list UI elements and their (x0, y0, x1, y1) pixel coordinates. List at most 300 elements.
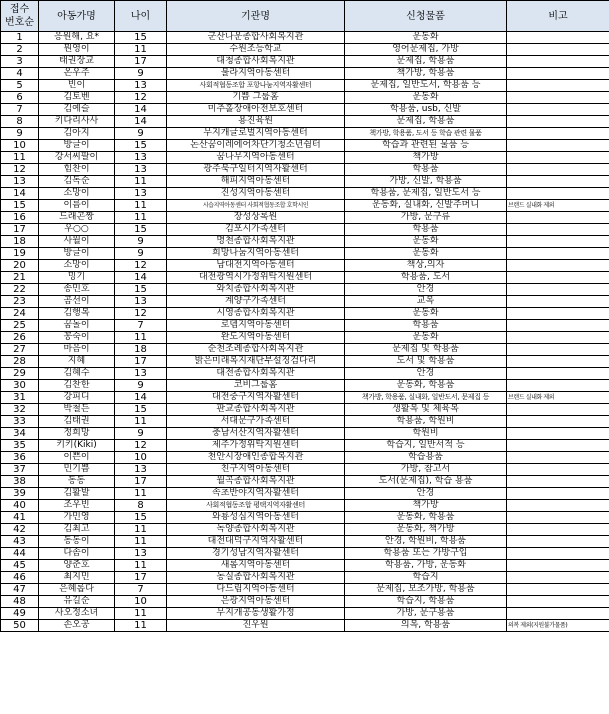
row-number-cell: 28 (1, 356, 39, 368)
age-cell: 9 (115, 68, 167, 80)
child-name-cell: 꽁숙이 (39, 332, 115, 344)
row-number-cell: 18 (1, 236, 39, 248)
table-row (1, 68, 609, 80)
row-number-cell: 35 (1, 440, 39, 452)
age-cell: 15 (115, 404, 167, 416)
age-cell: 10 (115, 596, 167, 608)
remarks-cell (507, 68, 609, 80)
table-row (1, 392, 609, 404)
requested-items-cell: 가방, 문구류 (345, 212, 507, 224)
row-number-cell: 27 (1, 344, 39, 356)
institution-cell: 광주북구일터지역자활센터 (167, 164, 345, 176)
age-cell: 13 (115, 188, 167, 200)
row-number-cell: 24 (1, 308, 39, 320)
institution-cell: 무지개글로벌지역아동센터 (167, 128, 345, 140)
institution-cell: 농실종합사회복지관 (167, 572, 345, 584)
table-row (1, 296, 609, 308)
institution-cell: 와치종합사회복지관 (167, 284, 345, 296)
table-row (1, 608, 609, 620)
age-cell: 17 (115, 572, 167, 584)
requested-items-cell: 도서(문제집), 학습 용품 (345, 476, 507, 488)
child-name-cell: 드래곤짱 (39, 212, 115, 224)
institution-cell: 서대문구가족센터 (167, 416, 345, 428)
age-cell: 7 (115, 320, 167, 332)
requested-items-cell: 가방, 참고서 (345, 464, 507, 476)
child-name-cell: 사오정소녀 (39, 608, 115, 620)
row-number-cell: 38 (1, 476, 39, 488)
child-name-cell: 은혜롭다 (39, 584, 115, 596)
table-row (1, 248, 609, 260)
institution-cell: 월곡종합사회복지관 (167, 476, 345, 488)
row-number-cell: 25 (1, 320, 39, 332)
requested-items-cell: 학습용품 (345, 452, 507, 464)
remarks-cell (507, 572, 609, 584)
table-row (1, 176, 609, 188)
institution-cell: 무지개공동생활가정 (167, 608, 345, 620)
row-number-cell: 23 (1, 296, 39, 308)
requested-items-cell: 책가방, 학용품 (345, 68, 507, 80)
remarks-cell (507, 560, 609, 572)
child-name-cell: 태권장교 (39, 56, 115, 68)
requested-items-cell: 안경 (345, 284, 507, 296)
institution-cell: 사회적협동조합 평택지역자활센터 (167, 500, 345, 512)
age-cell: 12 (115, 260, 167, 272)
age-cell: 11 (115, 176, 167, 188)
row-number-cell: 11 (1, 152, 39, 164)
institution-cell: 진우원 (167, 620, 345, 632)
table-row (1, 260, 609, 272)
row-number-cell: 48 (1, 596, 39, 608)
child-name-cell: 꿈돌이 (39, 320, 115, 332)
remarks-cell (507, 224, 609, 236)
age-cell: 13 (115, 548, 167, 560)
table-row (1, 512, 609, 524)
age-cell: 11 (115, 560, 167, 572)
table-row (1, 56, 609, 68)
age-cell: 7 (115, 584, 167, 596)
requested-items-cell: 학용품 (345, 320, 507, 332)
age-cell: 13 (115, 152, 167, 164)
age-cell: 11 (115, 44, 167, 56)
remarks-cell (507, 44, 609, 56)
row-number-cell: 42 (1, 524, 39, 536)
requested-items-cell: 학원비 (345, 428, 507, 440)
requested-items-cell: 운동화, 학용품 (345, 512, 507, 524)
remarks-cell: 브랜드 실내화 제외 (507, 200, 609, 212)
child-name-cell: 김혜수 (39, 368, 115, 380)
remarks-cell (507, 272, 609, 284)
row-number-cell: 1 (1, 32, 39, 44)
child-name-cell: 우○○ (39, 224, 115, 236)
table-row (1, 440, 609, 452)
child-name-cell: 힘찬이 (39, 164, 115, 176)
child-name-cell: 사월이 (39, 236, 115, 248)
remarks-cell (507, 32, 609, 44)
requested-items-cell: 학습과 관련된 물품 등 (345, 140, 507, 152)
age-cell: 11 (115, 332, 167, 344)
requested-items-cell: 학용품 (345, 164, 507, 176)
child-name-cell: 정희망 (39, 428, 115, 440)
institution-cell: 충남서산지역자활센터 (167, 428, 345, 440)
row-number-cell: 7 (1, 104, 39, 116)
requested-items-cell: 책상,의자 (345, 260, 507, 272)
remarks-cell (507, 344, 609, 356)
table-row (1, 128, 609, 140)
row-number-cell: 14 (1, 188, 39, 200)
remarks-cell (507, 248, 609, 260)
institution-cell: 불라지역아동센터 (167, 68, 345, 80)
child-name-cell: 키키(Kiki) (39, 440, 115, 452)
remarks-cell (507, 488, 609, 500)
remarks-cell (507, 548, 609, 560)
table-row (1, 344, 609, 356)
remarks-cell (507, 596, 609, 608)
age-cell: 11 (115, 212, 167, 224)
row-number-cell: 46 (1, 572, 39, 584)
remarks-cell (507, 128, 609, 140)
remarks-cell (507, 80, 609, 92)
age-cell: 11 (115, 488, 167, 500)
requested-items-cell: 학습지 (345, 572, 507, 584)
institution-cell: 로뎀지역아동센터 (167, 320, 345, 332)
row-number-cell: 39 (1, 488, 39, 500)
row-number-cell: 36 (1, 452, 39, 464)
table-row (1, 428, 609, 440)
requested-items-cell: 운동화, 실내화, 신발주머니 (345, 200, 507, 212)
age-cell: 11 (115, 536, 167, 548)
header-number: 접수 번호순 (1, 1, 39, 32)
table-row (1, 188, 609, 200)
row-number-cell: 49 (1, 608, 39, 620)
institution-cell: 대전대덕구지역자활센터 (167, 536, 345, 548)
requested-items-cell: 학용품, 도서 (345, 272, 507, 284)
requested-items-cell: 의복, 학용품 (345, 620, 507, 632)
requested-items-cell: 운동화 (345, 332, 507, 344)
age-cell: 14 (115, 392, 167, 404)
table-row (1, 272, 609, 284)
institution-cell: 수원조등학교 (167, 44, 345, 56)
age-cell: 11 (115, 200, 167, 212)
requested-items-cell: 운동화 (345, 236, 507, 248)
row-number-cell: 12 (1, 164, 39, 176)
table-row (1, 524, 609, 536)
row-number-cell: 22 (1, 284, 39, 296)
child-name-cell: 유길순 (39, 596, 115, 608)
child-name-cell: 김찬한 (39, 380, 115, 392)
age-cell: 11 (115, 608, 167, 620)
table-row (1, 200, 609, 212)
child-name-cell: 송민호 (39, 284, 115, 296)
child-name-cell: 가민영 (39, 512, 115, 524)
table-row (1, 116, 609, 128)
requested-items-cell: 책가방, 학용품, 실내화, 일반도서, 문제집 등 (345, 392, 507, 404)
child-name-cell: 동동 (39, 476, 115, 488)
child-name-cell: 양준호 (39, 560, 115, 572)
institution-cell: 기쁨 그룹홈 (167, 92, 345, 104)
institution-cell: 사회적협동조합 포항나눔지역자활센터 (167, 80, 345, 92)
child-name-cell: 김태권 (39, 416, 115, 428)
institution-cell: 다드림지역아동센터 (167, 584, 345, 596)
table-row (1, 620, 609, 632)
age-cell: 12 (115, 308, 167, 320)
table-row (1, 80, 609, 92)
table-row (1, 44, 609, 56)
institution-cell: 장성상록원 (167, 212, 345, 224)
remarks-cell (507, 332, 609, 344)
remarks-cell (507, 452, 609, 464)
row-number-cell: 21 (1, 272, 39, 284)
institution-cell: 친구지역아동센터 (167, 464, 345, 476)
requested-items-cell: 학용품, 문제집, 일반도서 등 (345, 188, 507, 200)
row-number-cell: 29 (1, 368, 39, 380)
institution-cell: 대청종합사회복지관 (167, 56, 345, 68)
remarks-cell (507, 164, 609, 176)
age-cell: 9 (115, 128, 167, 140)
remarks-cell (507, 152, 609, 164)
age-cell: 13 (115, 80, 167, 92)
requested-items-cell: 책가방 (345, 152, 507, 164)
child-name-cell: 밍기 (39, 272, 115, 284)
age-cell: 14 (115, 272, 167, 284)
institution-cell: 시영종합사회복지관 (167, 308, 345, 320)
institution-cell: 미추홀장애아전보호센터 (167, 104, 345, 116)
header-child-name: 아동가명 (39, 1, 115, 32)
institution-cell: 대전중구지역자활센터 (167, 392, 345, 404)
age-cell: 17 (115, 476, 167, 488)
institution-cell: 제주가정위탁지원센터 (167, 440, 345, 452)
age-cell: 10 (115, 452, 167, 464)
requested-items-cell: 생활복 및 체육복 (345, 404, 507, 416)
table-row (1, 368, 609, 380)
requested-items-cell: 문제집, 학용품 (345, 116, 507, 128)
row-number-cell: 47 (1, 584, 39, 596)
row-number-cell: 15 (1, 200, 39, 212)
remarks-cell (507, 140, 609, 152)
header-remarks: 비고 (507, 1, 609, 32)
remarks-cell (507, 440, 609, 452)
child-name-cell: 마음이 (39, 344, 115, 356)
age-cell: 17 (115, 356, 167, 368)
requested-items-cell: 학습지, 학용품 (345, 596, 507, 608)
table-row (1, 152, 609, 164)
institution-cell: 새롬지역아동센터 (167, 560, 345, 572)
row-number-cell: 9 (1, 128, 39, 140)
institution-cell: 진성지역아동센터 (167, 188, 345, 200)
row-number-cell: 37 (1, 464, 39, 476)
institution-cell: 순천조례종합사회복지관 (167, 344, 345, 356)
institution-cell: 남대전지역아동센터 (167, 260, 345, 272)
row-number-cell: 3 (1, 56, 39, 68)
institution-cell: 속초반야지역자활센터 (167, 488, 345, 500)
table-row (1, 572, 609, 584)
requested-items-cell: 운동화, 책가방 (345, 524, 507, 536)
row-number-cell: 20 (1, 260, 39, 272)
table-row (1, 488, 609, 500)
institution-cell: 해피지역아동센터 (167, 176, 345, 188)
requested-items-cell: 학습지, 일반서적 등 (345, 440, 507, 452)
requested-items-cell: 문제집, 일반도서, 학용품 등 (345, 80, 507, 92)
requested-items-cell: 학용품, usb, 신발 (345, 104, 507, 116)
table-row (1, 224, 609, 236)
row-number-cell: 43 (1, 536, 39, 548)
row-number-cell: 30 (1, 380, 39, 392)
row-number-cell: 19 (1, 248, 39, 260)
age-cell: 9 (115, 380, 167, 392)
child-name-cell: 온우주 (39, 68, 115, 80)
requested-items-cell: 영어문제집, 가방 (345, 44, 507, 56)
age-cell: 13 (115, 464, 167, 476)
remarks-cell (507, 104, 609, 116)
institution-cell: 판교종합사회복지관 (167, 404, 345, 416)
age-cell: 15 (115, 32, 167, 44)
age-cell: 18 (115, 344, 167, 356)
row-number-cell: 41 (1, 512, 39, 524)
remarks-cell (507, 356, 609, 368)
table-row (1, 404, 609, 416)
remarks-cell (507, 212, 609, 224)
remarks-cell (507, 188, 609, 200)
institution-cell: 경기성남지역자활센터 (167, 548, 345, 560)
child-name-cell: 이름이 (39, 200, 115, 212)
child-name-cell: 김아지 (39, 128, 115, 140)
requested-items-cell: 운동화 (345, 248, 507, 260)
header-requested-items: 신청물품 (345, 1, 507, 32)
child-name-cell: 김토벤 (39, 92, 115, 104)
requested-items-cell: 문제집, 보조가방, 학용품 (345, 584, 507, 596)
table-row (1, 476, 609, 488)
age-cell: 15 (115, 512, 167, 524)
child-name-cell: 방글이 (39, 248, 115, 260)
row-number-cell: 16 (1, 212, 39, 224)
child-name-cell: 김독순 (39, 176, 115, 188)
institution-cell: 계양구가족센터 (167, 296, 345, 308)
child-name-cell: 민기쁨 (39, 464, 115, 476)
table-row (1, 548, 609, 560)
institution-cell: 코비그룹홈 (167, 380, 345, 392)
header-row (1, 1, 609, 32)
remarks-cell (507, 584, 609, 596)
requested-items-cell: 학용품 또는 가방구입 (345, 548, 507, 560)
requested-items-cell: 가방, 신발, 학용품 (345, 176, 507, 188)
child-name-cell: 동동이 (39, 536, 115, 548)
institution-cell: 대전종합사회복지관 (167, 368, 345, 380)
table-row (1, 560, 609, 572)
row-number-cell: 31 (1, 392, 39, 404)
remarks-cell: 브랜드 실내화 제외 (507, 392, 609, 404)
table-row (1, 140, 609, 152)
child-name-cell: 응원해, 요* (39, 32, 115, 44)
remarks-cell (507, 512, 609, 524)
table-row (1, 500, 609, 512)
child-name-cell: 김활발 (39, 488, 115, 500)
row-number-cell: 44 (1, 548, 39, 560)
remarks-cell (507, 116, 609, 128)
age-cell: 15 (115, 284, 167, 296)
institution-cell: 천안시장애인종합복지관 (167, 452, 345, 464)
table-row (1, 284, 609, 296)
row-number-cell: 32 (1, 404, 39, 416)
requested-items-cell: 운동화 (345, 92, 507, 104)
table-row (1, 320, 609, 332)
age-cell: 9 (115, 428, 167, 440)
age-cell: 12 (115, 440, 167, 452)
requested-items-cell: 운동화, 학용품 (345, 380, 507, 392)
age-cell: 15 (115, 224, 167, 236)
requested-items-cell: 가방, 문구용품 (345, 608, 507, 620)
child-name-cell: 뭔영이 (39, 44, 115, 56)
child-name-cell: 김행복 (39, 308, 115, 320)
child-name-cell: 조우빈 (39, 500, 115, 512)
age-cell: 12 (115, 92, 167, 104)
requested-items-cell: 학용품 (345, 224, 507, 236)
row-number-cell: 50 (1, 620, 39, 632)
age-cell: 8 (115, 500, 167, 512)
remarks-cell (507, 500, 609, 512)
table-row (1, 104, 609, 116)
table-row (1, 212, 609, 224)
table-row (1, 584, 609, 596)
institution-cell: 녹양종합사회복지관 (167, 524, 345, 536)
institution-cell: 완도지역아동센터 (167, 332, 345, 344)
requested-items-cell: 안경 (345, 488, 507, 500)
row-number-cell: 5 (1, 80, 39, 92)
requested-items-cell: 학용품, 학원비 (345, 416, 507, 428)
requested-items-cell: 학용품, 가방, 운동화 (345, 560, 507, 572)
child-name-cell: 김예슬 (39, 104, 115, 116)
header-age: 나이 (115, 1, 167, 32)
remarks-cell (507, 176, 609, 188)
institution-cell: 와룡성심지역아동센터 (167, 512, 345, 524)
institution-cell: 대전광역시가정위탁지원센터 (167, 272, 345, 284)
remarks-cell (507, 608, 609, 620)
row-number-cell: 10 (1, 140, 39, 152)
child-name-cell: 이쁜이 (39, 452, 115, 464)
requested-items-cell: 운동화 (345, 308, 507, 320)
institution-cell: 논산꿈이레에어차단기청소년쉼터 (167, 140, 345, 152)
child-name-cell: 소망이 (39, 260, 115, 272)
row-number-cell: 8 (1, 116, 39, 128)
row-number-cell: 13 (1, 176, 39, 188)
institution-cell: 시습지역아동센터 사회적협동조합 호학시인 (167, 200, 345, 212)
table-row (1, 464, 609, 476)
table-row (1, 596, 609, 608)
requested-items-cell: 도서 및 학용품 (345, 356, 507, 368)
age-cell: 13 (115, 296, 167, 308)
remarks-cell (507, 380, 609, 392)
row-number-cell: 45 (1, 560, 39, 572)
remarks-cell (507, 524, 609, 536)
child-name-cell: 지혜 (39, 356, 115, 368)
table-row (1, 32, 609, 44)
remarks-cell (507, 428, 609, 440)
child-name-cell: 강피디 (39, 392, 115, 404)
age-cell: 11 (115, 524, 167, 536)
table-row (1, 92, 609, 104)
institution-cell: 군산나운종합사회복지관 (167, 32, 345, 44)
remarks-cell (507, 404, 609, 416)
row-number-cell: 34 (1, 428, 39, 440)
requested-items-cell: 안경 (345, 368, 507, 380)
table-row (1, 356, 609, 368)
row-number-cell: 6 (1, 92, 39, 104)
child-name-cell: 소망이 (39, 188, 115, 200)
age-cell: 11 (115, 416, 167, 428)
table-row (1, 308, 609, 320)
table-row (1, 332, 609, 344)
requested-items-cell: 책가방 (345, 500, 507, 512)
child-name-cell: 손오공 (39, 620, 115, 632)
age-cell: 13 (115, 368, 167, 380)
